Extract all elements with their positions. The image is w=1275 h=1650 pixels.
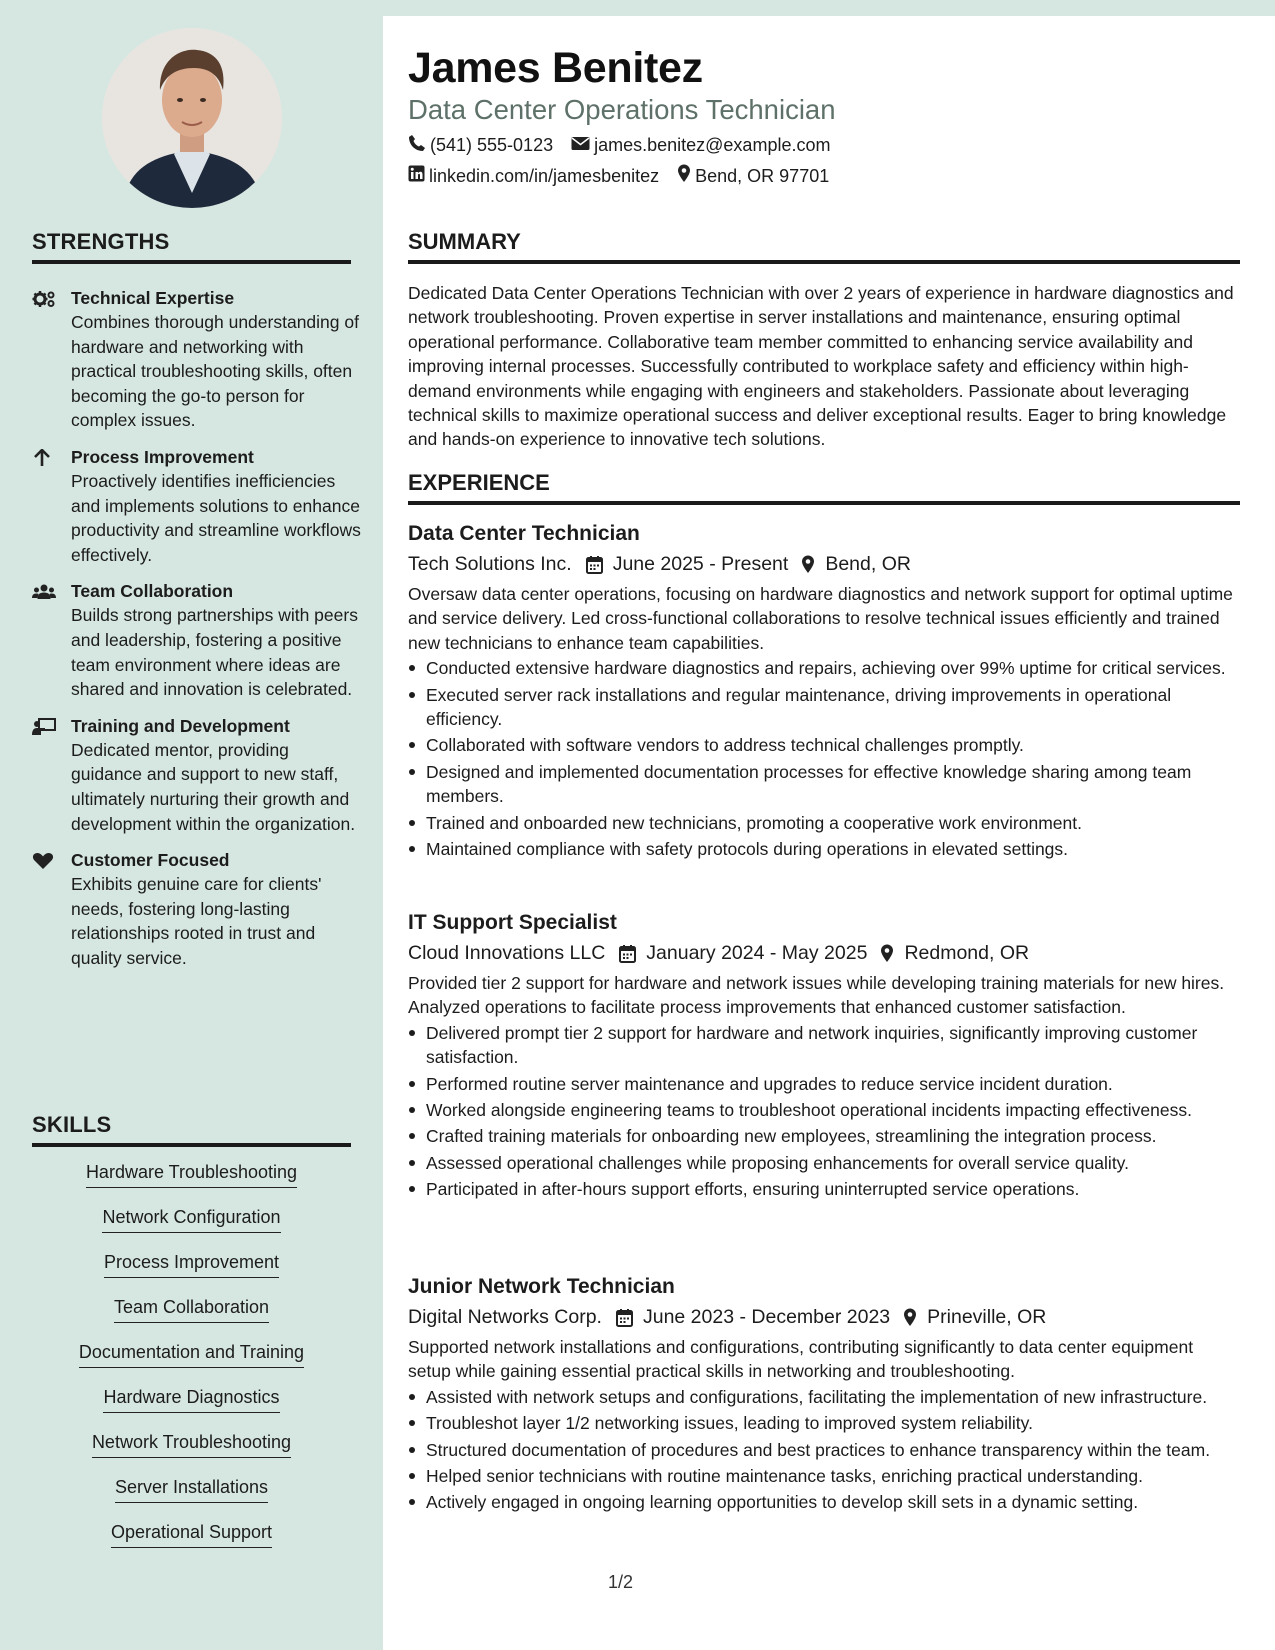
job-dates: June 2023 - December 2023 (642, 1306, 891, 1328)
bullet-item: Executed server rack installations and regular maintenance, driving improvements in operational efficiency. (408, 683, 1240, 732)
map-pin-icon (677, 164, 695, 188)
strength-desc: Combines thorough understanding of hardware and networking with practical troubleshooting skills, often becoming the go-to person for complex issues. (71, 312, 359, 431)
phone-contact (408, 134, 553, 157)
job-dates: June 2025 - Present (612, 553, 789, 575)
strength-desc: Proactively identifies inefficiencies and implements solutions to enhance productivity and streamline workflows effectively. (71, 470, 361, 565)
skill-label: Server Installations (115, 1475, 268, 1503)
skill-label: Hardware Diagnostics (103, 1385, 279, 1413)
bullet-item: Participated in after-hours support efforts, ensuring uninterrupted service operations. (408, 1177, 1240, 1201)
skill-label: Documentation and Training (79, 1340, 304, 1368)
summary-text: Dedicated Data Center Operations Technician with over 2 years of experience in hardware diagnostics and network troubleshooting. Proven expertise in server installations and maintenance, ensuring optimal operational performance. Collaborative team member committed to enhancing service availability and improving internal processes. Successfully contributed to workplace safety and efficiency within high-demand environments while engaging with engineers and stakeholders. Passionate about leveraging technical skills to maximize operational success and deliver exceptional results. Eager to bring knowledge and hands-on experience to innovative tech solutions. (408, 283, 1234, 450)
profile-photo (102, 28, 282, 208)
candidate-title: Data Center Operations Technician (408, 94, 836, 125)
strength-title: Process Improvement (71, 446, 254, 467)
skill-item (32, 1295, 351, 1340)
strength-desc: Builds strong partnerships with peers and leadership, fostering a positive team environment where ideas are shared and innovation is celebrated. (71, 605, 358, 700)
experience-entry (408, 908, 1240, 1204)
skill-item (32, 1205, 351, 1250)
strength-title: Training and Development (71, 715, 290, 736)
experience-entry (408, 1272, 1240, 1517)
bullet-item: Actively engaged in ongoing learning opportunities to develop skill sets in a dynamic setting. (408, 1490, 1240, 1514)
experience-heading: EXPERIENCE (408, 470, 1240, 505)
skill-item (32, 1340, 351, 1385)
page-number: 1/2 (608, 1572, 634, 1592)
email-contact (571, 135, 830, 156)
email-text: james.benitez@example.com (594, 135, 831, 155)
skill-label: Network Configuration (102, 1205, 280, 1233)
sidebar (0, 0, 383, 1650)
location-contact (677, 164, 829, 188)
main-content (383, 16, 1275, 1650)
job-bullets (408, 1385, 1240, 1515)
job-location: Redmond, OR (904, 942, 1030, 964)
strengths-list (32, 287, 362, 983)
company-name: Digital Networks Corp. (408, 1306, 602, 1328)
job-title: Data Center Technician (408, 522, 640, 545)
job-description: Provided tier 2 support for hardware and network issues while developing training materials for new hires. Analyzed operations to facilitate process improvements that enhanced customer satisfaction. (408, 973, 1225, 1018)
job-bullets (408, 656, 1240, 861)
map-pin-icon (903, 1308, 917, 1327)
skills-list (32, 1160, 351, 1565)
bullet-item: Assisted with network setups and configurations, facilitating the implementation of new infrastructure. (408, 1385, 1240, 1409)
strength-desc: Exhibits genuine care for clients' needs, fostering long-lasting relationships rooted in trust and quality service. (71, 874, 322, 968)
linkedin-text: linkedin.com/in/jamesbenitez (429, 165, 660, 186)
skill-item (32, 1250, 351, 1295)
bullet-item: Performed routine server maintenance and upgrades to reduce service incident duration. (408, 1072, 1240, 1096)
job-dates: January 2024 - May 2025 (646, 942, 868, 964)
bullet-item: Conducted extensive hardware diagnostics and repairs, achieving over 99% uptime for critical services. (408, 656, 1240, 680)
bullet-item: Crafted training materials for onboarding new employees, streamlining the integration process. (408, 1124, 1240, 1148)
users-icon (32, 580, 71, 701)
strength-item (32, 715, 362, 836)
job-meta (408, 1302, 1240, 1332)
strengths-heading: STRENGTHS (32, 229, 351, 264)
skill-item (32, 1520, 351, 1565)
skill-item (32, 1160, 351, 1205)
bullet-item: Helped senior technicians with routine maintenance tasks, enriching practical understanding. (408, 1464, 1240, 1488)
skill-label: Team Collaboration (114, 1295, 269, 1323)
skill-item (32, 1385, 351, 1430)
calendar-icon (586, 555, 603, 574)
strength-item (32, 446, 362, 567)
job-title: Junior Network Technician (408, 1275, 675, 1298)
contact-row (408, 134, 848, 157)
skill-label: Network Troubleshooting (92, 1430, 291, 1458)
linkedin-contact (408, 165, 659, 187)
strength-item (32, 849, 362, 970)
bullet-item: Collaborated with software vendors to address technical challenges promptly. (408, 733, 1240, 757)
arrow-up-icon (32, 446, 71, 567)
envelope-icon (571, 135, 594, 156)
chalkboard-teacher-icon (32, 715, 71, 836)
strength-title: Technical Expertise (71, 288, 235, 308)
heart-icon (32, 849, 71, 970)
calendar-icon (619, 944, 636, 963)
strength-desc: Dedicated mentor, providing guidance and support to new staff, ultimately nurturing their growth and development within the organization. (71, 739, 356, 834)
company-name: Cloud Innovations LLC (408, 942, 606, 964)
bullet-item: Troubleshot layer 1/2 networking issues, leading to improved system reliability. (408, 1411, 1240, 1435)
candidate-name: James Benitez (408, 44, 703, 92)
experience-entry (408, 519, 1240, 863)
job-title: IT Support Specialist (408, 911, 617, 934)
skill-item (32, 1430, 351, 1475)
map-pin-icon (880, 944, 894, 963)
job-location: Bend, OR (825, 553, 911, 575)
strength-item (32, 580, 362, 701)
skills-heading: SKILLS (32, 1112, 351, 1147)
contact-row (408, 164, 847, 188)
job-description: Oversaw data center operations, focusing on hardware diagnostics and network support for optimal uptime and service delivery. Led cross-functional collaborations to resolve technical issues efficiently and trained new technicians to enhance team capabilities. (408, 584, 1233, 653)
company-name: Tech Solutions Inc. (408, 553, 572, 575)
job-bullets (408, 1021, 1240, 1202)
skill-label: Operational Support (111, 1520, 272, 1548)
strength-title: Customer Focused (71, 850, 230, 871)
gears-icon (32, 287, 71, 433)
bullet-item: Maintained compliance with safety protocols during operations in elevated settings. (408, 837, 1240, 861)
bullet-item: Assessed operational challenges while proposing enhancements for overall service quality. (408, 1151, 1240, 1175)
job-location: Prineville, OR (927, 1306, 1047, 1328)
skill-label: Hardware Troubleshooting (86, 1160, 297, 1188)
bullet-item: Structured documentation of procedures and best practices to enhance transparency within the team. (408, 1438, 1240, 1462)
job-description: Supported network installations and configurations, contributing significantly to data center equipment setup while gaining essential practical skills in networking and troubleshooting. (408, 1337, 1194, 1382)
skill-item (32, 1475, 351, 1520)
summary-heading: SUMMARY (408, 229, 1240, 264)
bullet-item: Designed and implemented documentation processes for effective knowledge sharing among team members. (408, 760, 1240, 809)
bullet-item: Delivered prompt tier 2 support for hardware and network inquiries, significantly improving customer satisfaction. (408, 1021, 1240, 1070)
bullet-item: Worked alongside engineering teams to troubleshoot operational incidents impacting effectiveness. (408, 1098, 1240, 1122)
skill-label: Process Improvement (104, 1250, 279, 1278)
strength-item (32, 287, 362, 433)
linkedin-icon (408, 165, 429, 187)
phone-icon (408, 134, 430, 157)
bullet-item: Trained and onboarded new technicians, promoting a cooperative work environment. (408, 811, 1240, 835)
phone-text: (541) 555-0123 (430, 135, 554, 155)
job-meta (408, 938, 1240, 968)
map-pin-icon (801, 555, 815, 574)
location-text: Bend, OR 97701 (695, 165, 830, 186)
strength-title: Team Collaboration (71, 581, 234, 602)
calendar-icon (616, 1308, 633, 1327)
job-meta (408, 549, 1240, 579)
